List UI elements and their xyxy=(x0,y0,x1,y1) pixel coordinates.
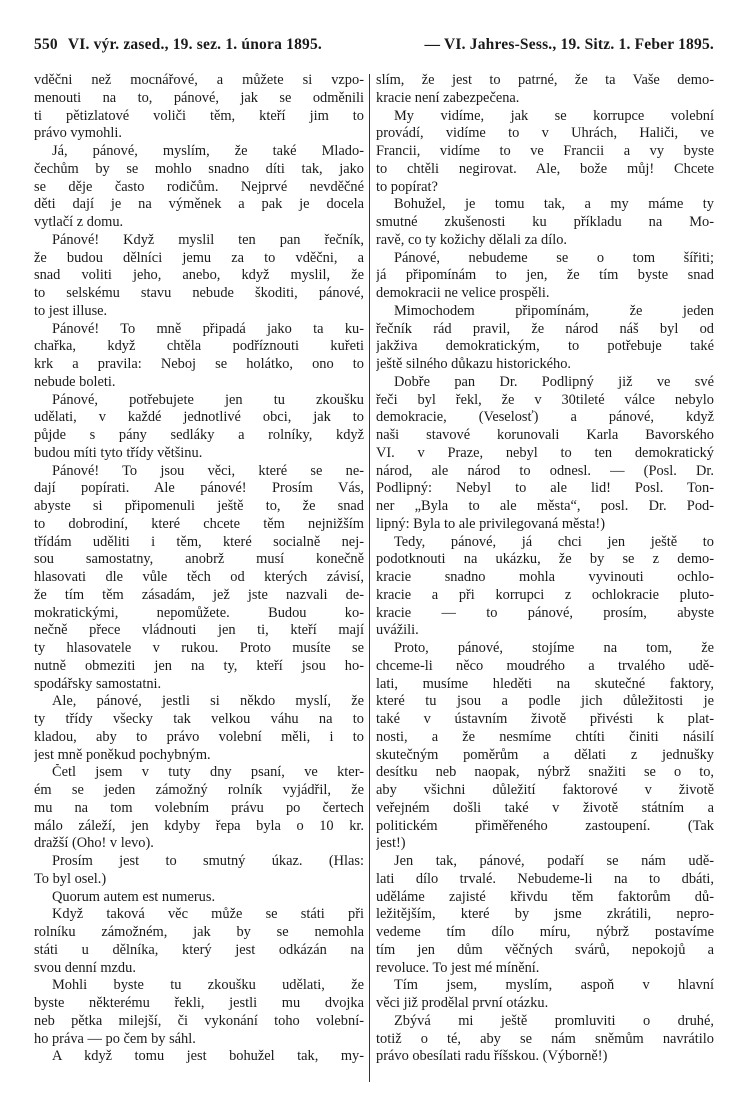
text-line: Tím jsem, myslím, aspoň v hlavní xyxy=(394,977,714,994)
text-line: to selskému stavu nebude škoditi, pánové, xyxy=(34,285,364,301)
text-line: děti dají je na výměnek a pak je docela xyxy=(34,196,364,213)
text-line: rolníku zámožném, jak by se nemohla xyxy=(34,924,364,940)
text-line: Ale, pánové, jestli si někdo myslí, že xyxy=(52,693,364,710)
text-line: ravě, co ty kožichy dělali za dílo. xyxy=(376,231,567,248)
text-line: A když tomu jest bohužel tak, my- xyxy=(52,1048,364,1065)
text-line: spodářsky samostatni. xyxy=(34,675,162,692)
text-line: to popírat? xyxy=(376,178,438,195)
text-line: hlasovati dle vůle těch od kterých závisí, xyxy=(34,569,364,585)
text-line: které tu jsou a podle jich důležitosti je xyxy=(376,693,714,710)
text-line: provádí, vidíme to v Uhrách, Haliči, ve xyxy=(376,125,714,142)
text-line: naši stavové korunovali Karla Bavorského xyxy=(376,427,714,443)
text-line: uděláme zajisté křivdu těm faktorům dů- xyxy=(376,888,714,905)
text-line: krk a pravila: Neboj se holátko, ono to xyxy=(34,356,364,372)
text-line: neb pětka milejší, či vykonání toho volební- xyxy=(34,1012,364,1029)
text-line: se děje často rodičům. Nejprvé nevděčné xyxy=(34,178,364,195)
text-line: ty třídy všecky tak velkou váhu na to xyxy=(34,711,364,727)
text-line: ner „Byla to ale města“, posl. Dr. Pod- xyxy=(376,498,714,514)
text-line: snad voliti jeho, anebo, když myslil, že xyxy=(34,267,364,284)
text-line: Bohužel, je tomu tak, a my máme ty xyxy=(394,196,714,213)
text-line: já připomínám to jen, že tím byste snad xyxy=(376,267,714,284)
text-line: lati dílo trvalé. Nebudeme-li na to dbáti, xyxy=(376,870,714,887)
text-line: svou denní mzdu. xyxy=(34,959,136,976)
text-line: dražší (Oho! v levo). xyxy=(34,835,154,852)
text-line: sou samostatny, anobrž musí konečně xyxy=(34,551,364,568)
text-line: jest!) xyxy=(376,835,406,852)
page-number: 550 xyxy=(34,36,58,53)
text-line: byste některému řekli, jestli mu dvojka xyxy=(34,995,364,1011)
text-line: My vidíme, jak se korrupce volební xyxy=(394,107,714,124)
text-line: nutně obmeziti jen na ty, kteří jsou ho- xyxy=(34,657,364,674)
text-line: dají popírati. Ale pánové! Prosím Vás, xyxy=(34,480,364,497)
text-line: kracie — to pánové, prosím, abyste xyxy=(376,604,714,621)
text-line: národ, ale národ to odnesl. — (Posl. Dr. xyxy=(376,462,714,479)
text-line: třídám uděliti i těm, které socialně nej- xyxy=(34,533,364,550)
text-line: věci již prodělal první otázku. xyxy=(376,995,549,1011)
text-line: Já, pánové, myslím, že také Mlado- xyxy=(52,143,364,159)
text-line: Quorum autem est numerus. xyxy=(52,888,216,905)
text-line: vedeme tím dílo míru, nýbrž postavíme xyxy=(376,924,714,940)
text-line: revoluce. To jest mé mínění. xyxy=(376,959,540,976)
text-line: ho práva — po čem by sáhl. xyxy=(34,1030,196,1047)
text-line: tím jen dům věčných svárů, nepokojů a xyxy=(376,941,714,958)
left-column xyxy=(34,72,364,1066)
text-line: abyste si připomenuli ještě to, že snad xyxy=(34,498,364,514)
text-line: státi u dělníka, který jest odkázán na xyxy=(34,941,364,958)
text-line: lipný: Byla to ale privilegovaná města!) xyxy=(376,515,605,532)
text-line: totiž o té, aby se nám sněmům navrátilo xyxy=(376,1030,714,1047)
text-line: právo vymohli. xyxy=(34,125,122,142)
text-line: málo záleží, jen kdyby řepa byla o 10 kr. xyxy=(34,817,364,834)
text-line: ém se jeden zámožný rolník vyjádřil, že xyxy=(34,782,364,798)
text-line: ty hlasovatele v rukou. Proto musíte se xyxy=(34,640,364,656)
text-line: Prosím jest to smutný úkaz. (Hlas: xyxy=(52,853,364,869)
text-line: mokratickými, nepomůžete. Budou ko- xyxy=(34,604,364,621)
right-column xyxy=(376,72,714,1066)
text-line: slím, že jest to patrné, že ta Vaše demo- xyxy=(376,72,714,88)
text-line: Dobře pan Dr. Podlipný již ve své xyxy=(394,373,714,390)
header-czech-session: VI. výr. zased., 19. sez. 1. února 1895. xyxy=(67,36,322,53)
text-line: demokracii ne velice prospěli. xyxy=(376,285,550,301)
text-line: jest mně poněkud pochybným. xyxy=(34,746,211,763)
text-line: mu na tom volebním právu po čertech xyxy=(34,799,364,816)
text-line: Proto, pánové, stojíme na tom, že xyxy=(394,640,714,656)
text-line: desítku neb naopak, nýbrž snažiti se o to, xyxy=(376,764,714,781)
text-line: uvážili. xyxy=(376,622,419,639)
text-line: Pánové, potřebujete jen tu zkoušku xyxy=(52,391,364,408)
text-line: Tedy, pánové, já chci jen ještě to xyxy=(394,533,714,550)
text-line: řečník rád pravil, že národ náš byl od xyxy=(376,320,714,337)
text-line: chceme-li něco moudrého a trvalého udě- xyxy=(376,657,714,674)
header-german-session: — VI. Jahres-Sess., 19. Sitz. 1. Feber 1895. xyxy=(424,36,714,53)
page-header xyxy=(34,36,714,58)
text-line: to dobrodiní, které chcete těm nejnižším xyxy=(34,515,364,532)
text-line: Když taková věc může se státi při xyxy=(52,906,364,923)
text-line: Francii, vidíme to ve Francii a vy byste xyxy=(376,143,714,159)
text-line: Mohli byste tu zkoušku udělati, že xyxy=(52,977,364,994)
text-line: ti pětizlatové voliči těm, kteří jim to xyxy=(34,107,364,124)
text-line: že tím těm zásadám, jež jste nazvali de- xyxy=(34,586,364,603)
column-divider xyxy=(369,74,370,1082)
text-line: aby všichni důležití faktorové v životě xyxy=(376,782,714,798)
text-line: půjde s pány sedláky a rolníky, když xyxy=(34,427,364,443)
text-line: ležitějším, které by jsme zkrátili, nepro- xyxy=(376,906,714,923)
text-line: právo obesílati radu říšskou. (Výborně!) xyxy=(376,1048,608,1065)
text-line: kladou, aby to právo volební měli, i to xyxy=(34,728,364,745)
text-line: vděčni než mocnářové, a můžete si vzpo- xyxy=(34,72,364,88)
text-line: ještě silného důkazu historického. xyxy=(376,356,572,372)
text-line: Jen tak, pánové, podaří se nám udě- xyxy=(394,853,714,869)
text-line: také v ústavním životě přivésti k plat- xyxy=(376,711,714,727)
text-line: Mimochodem připomínám, že jeden xyxy=(394,302,714,319)
text-line: Pánové! To jsou věci, které se ne- xyxy=(52,462,364,479)
text-line: vytlačí z domu. xyxy=(34,214,124,230)
text-line: VI. v Praze, nebyl to ten demokratický xyxy=(376,444,714,461)
text-line: Podlipný: Nebyl to ale lid! Posl. Ton- xyxy=(376,480,714,497)
text-line: nosti, a že nesmíme chtíti činiti násilí xyxy=(376,728,714,745)
text-line: Pánové! To mně připadá jako ta ku- xyxy=(52,320,364,337)
text-line: jakživa demokratickým, to potřebuje také xyxy=(376,338,714,355)
text-line: řeči byl řekl, že v 30tileté válce nebylo xyxy=(376,391,714,408)
text-line: lati, musíme hleděti na skutečné faktory, xyxy=(376,675,714,692)
text-line: budou míti tyto třídy většinu. xyxy=(34,444,203,461)
text-line: kracie snadno mohla vyvinouti ochlo- xyxy=(376,569,714,585)
text-line: to jest illuse. xyxy=(34,302,108,319)
text-line: veřejném došli také v životě státním a xyxy=(376,799,714,816)
text-line: udělati, v každé jednotlivé obci, jak to xyxy=(34,409,364,426)
text-line: Zbývá mi ještě promluviti o druhé, xyxy=(394,1012,714,1029)
text-line: Četl jsem v tuty dny psaní, ve kter- xyxy=(52,764,364,781)
text-line: Pánové, nebudeme se o tom šířiti; xyxy=(394,249,714,266)
text-line: Pánové! Když myslil ten pan řečník, xyxy=(52,231,364,248)
text-line: to chtěli negirovat. Ale, bože můj! Chcete xyxy=(376,160,714,177)
text-line: demokracie, (Veselosť) a pánové, když xyxy=(376,409,714,426)
text-line: skutečným poměrům a dělati z jednušky xyxy=(376,746,714,763)
text-line: menouti na to, pánové, jak se odměnili xyxy=(34,89,364,106)
text-line: politickém přiměřeného zastoupení. (Tak xyxy=(376,817,714,834)
text-line: chařka, když chtěla podříznouti kuřeti xyxy=(34,338,364,355)
text-line: nečně přece vládnouti jen ti, kteří mají xyxy=(34,622,364,639)
text-line: To byl osel.) xyxy=(34,870,107,887)
text-line: že budou dělníci jemu za to vděčni, a xyxy=(34,249,364,266)
text-line: nebude boleti. xyxy=(34,373,116,390)
text-line: kracie není zabezpečena. xyxy=(376,89,520,106)
text-line: čechům by se mohlo snadno díti tak, jako xyxy=(34,160,364,177)
text-line: kracie a při korrupci z ochlokracie pluto- xyxy=(376,586,714,603)
text-line: smutné zkušenosti ku příkladu na Mo- xyxy=(376,214,714,230)
text-line: podotknouti na ukázku, že by se z demo- xyxy=(376,551,714,568)
